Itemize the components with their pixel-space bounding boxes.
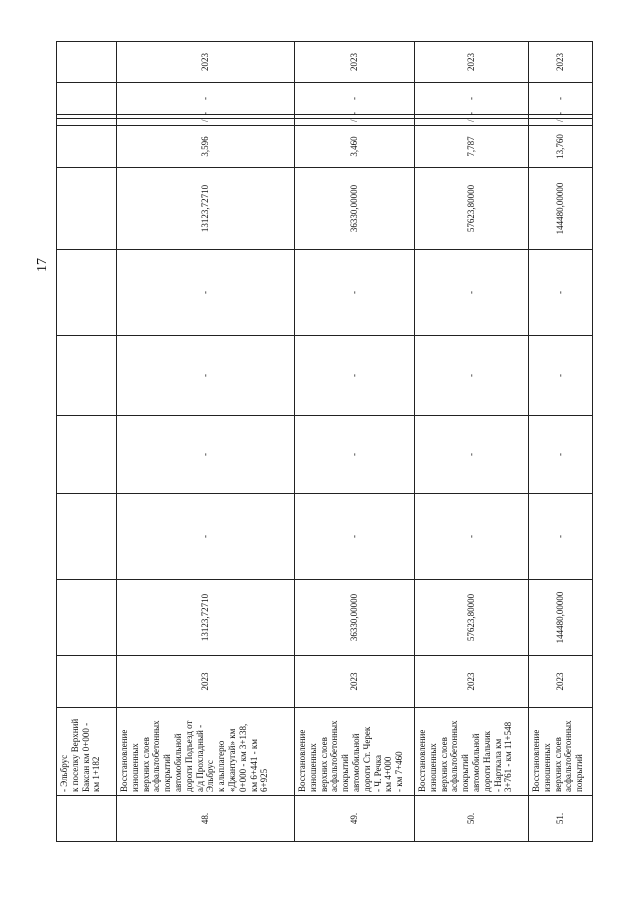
page-number <box>28 240 58 290</box>
table-row <box>415 42 529 842</box>
cell-year: 2023 <box>295 656 415 708</box>
page-number-text: 17 <box>35 258 50 272</box>
program-table <box>56 41 593 842</box>
cell-regional: 13123,72710 <box>117 168 295 250</box>
desc-line: изношенных <box>307 743 318 792</box>
desc-line: верхних слоев <box>140 737 151 792</box>
cell-total: 36330,00000 <box>295 580 415 656</box>
cell-regional <box>57 168 117 250</box>
rotated-table-frame <box>56 42 592 842</box>
cell-col5: / <box>529 119 593 126</box>
cell-col3: - <box>117 336 295 416</box>
desc-line: 6+925 <box>259 768 270 792</box>
table-row <box>57 42 117 842</box>
cell-col4: - <box>529 250 593 336</box>
desc-line: асфальтобетонных <box>329 720 340 792</box>
desc-line: дороги Нальчик <box>481 730 492 792</box>
cell-year: 2023 <box>117 656 295 708</box>
cell-col3: - <box>295 336 415 416</box>
cell-col4: - <box>295 250 415 336</box>
cell-end-year: 2023 <box>117 42 295 83</box>
cell-end-year: 2023 <box>295 42 415 83</box>
desc-line: км 4+000 <box>383 756 394 792</box>
cell-col5: / <box>295 119 415 126</box>
cell-length <box>57 126 117 168</box>
cell-total: 13123,72710 <box>117 580 295 656</box>
cell-col4: - <box>415 250 529 336</box>
desc-line: дороги Ст. Черек <box>361 726 372 792</box>
cell-length: 13,760 <box>529 126 593 168</box>
desc-line: - Эльбрус <box>59 754 69 792</box>
desc-line: а/д Прохладный - <box>194 724 205 792</box>
desc-line: автомобильной <box>172 733 183 792</box>
cell-index: 49. <box>295 796 415 842</box>
cell-col1 <box>57 494 117 580</box>
cell-col5: / <box>117 119 295 126</box>
rotated-table-content <box>56 42 592 842</box>
cell-year: 2023 <box>529 656 593 708</box>
desc-line: покрытий <box>162 754 173 792</box>
cell-description <box>295 708 415 796</box>
cell-col2: - <box>117 416 295 494</box>
desc-line: Восстановление <box>417 729 427 792</box>
desc-line: автомобильной <box>350 733 361 792</box>
cell-index: 48. <box>117 796 295 842</box>
cell-total: 57623,80000 <box>415 580 529 656</box>
desc-line: асфальтобетонных <box>563 720 574 792</box>
desc-line: Восстановление <box>531 729 541 792</box>
desc-line: покрытий <box>340 754 351 792</box>
cell-col1: - <box>415 494 529 580</box>
desc-line: Эльбрус <box>205 760 216 792</box>
cell-col2 <box>57 416 117 494</box>
cell-col6: - <box>529 115 593 119</box>
desc-line: асфальтобетонных <box>449 720 460 792</box>
desc-line: Восстановление <box>297 729 307 792</box>
desc-line: автомобильной <box>470 733 481 792</box>
cell-description <box>415 708 529 796</box>
cell-total <box>57 580 117 656</box>
desc-line: изношенных <box>129 743 140 792</box>
desc-line: км 6+441 - км <box>248 739 259 792</box>
cell-regional: 36330,00000 <box>295 168 415 250</box>
cell-col7 <box>57 83 117 115</box>
cell-end-year: 2023 <box>415 42 529 83</box>
cell-col1: - <box>117 494 295 580</box>
cell-length: 3,460 <box>295 126 415 168</box>
cell-index: 51. <box>529 796 593 842</box>
desc-line: к альплагерю <box>216 740 227 792</box>
cell-index <box>57 796 117 842</box>
cell-col2: - <box>295 416 415 494</box>
desc-line: верхних слоев <box>438 737 449 792</box>
cell-col3: - <box>529 336 593 416</box>
cell-regional: 57623,80000 <box>415 168 529 250</box>
cell-total: 144480,00000 <box>529 580 593 656</box>
desc-line: изношенных <box>427 743 438 792</box>
desc-line: км 1+182 <box>91 756 102 792</box>
desc-line: - Ч. Речка <box>372 754 383 792</box>
cell-col5: / <box>415 119 529 126</box>
cell-col5 <box>57 119 117 126</box>
cell-col7: - <box>529 83 593 115</box>
desc-line: - км 7+460 <box>394 751 405 792</box>
cell-col6: - <box>295 115 415 119</box>
cell-col7: - <box>415 83 529 115</box>
desc-line: покрытий <box>460 754 471 792</box>
cell-index: 50. <box>415 796 529 842</box>
cell-col6 <box>57 115 117 119</box>
desc-line: 0+000 - км 3+138, <box>237 723 248 792</box>
cell-year: 2023 <box>415 656 529 708</box>
cell-end-year <box>57 42 117 83</box>
cell-col7: - <box>117 83 295 115</box>
cell-col6: - <box>117 115 295 119</box>
cell-col1: - <box>529 494 593 580</box>
cell-description <box>529 708 593 796</box>
cell-year <box>57 656 117 708</box>
cell-col2: - <box>529 416 593 494</box>
desc-line: асфальтобетонных <box>151 720 162 792</box>
desc-line: - Нарткала км <box>492 738 503 792</box>
cell-length: 7,787 <box>415 126 529 168</box>
cell-col4 <box>57 250 117 336</box>
desc-line: Баксан км 0+000 - <box>80 722 91 792</box>
cell-col7: - <box>295 83 415 115</box>
desc-line: верхних слоев <box>552 737 563 792</box>
desc-line: изношенных <box>541 743 552 792</box>
table-row <box>295 42 415 842</box>
cell-col1: - <box>295 494 415 580</box>
desc-line: «Джантугай» км <box>226 728 237 792</box>
desc-line: Восстановление <box>119 729 129 792</box>
cell-col2: - <box>415 416 529 494</box>
desc-line: покрытий <box>574 754 585 792</box>
cell-description <box>57 708 117 796</box>
desc-line: дороги Подъезд от <box>183 720 194 792</box>
cell-col3: - <box>415 336 529 416</box>
cell-end-year: 2023 <box>529 42 593 83</box>
cell-col4: - <box>117 250 295 336</box>
cell-regional: 144480,00000 <box>529 168 593 250</box>
table-row <box>117 42 295 842</box>
desc-line: к поселку Верхний <box>69 718 80 792</box>
desc-line: 3+761 - км 11+548 <box>503 721 514 792</box>
cell-length: 3,596 <box>117 126 295 168</box>
cell-description <box>117 708 295 796</box>
desc-line: верхних слоев <box>318 737 329 792</box>
table-row <box>529 42 593 842</box>
cell-col3 <box>57 336 117 416</box>
cell-col6: - <box>415 115 529 119</box>
